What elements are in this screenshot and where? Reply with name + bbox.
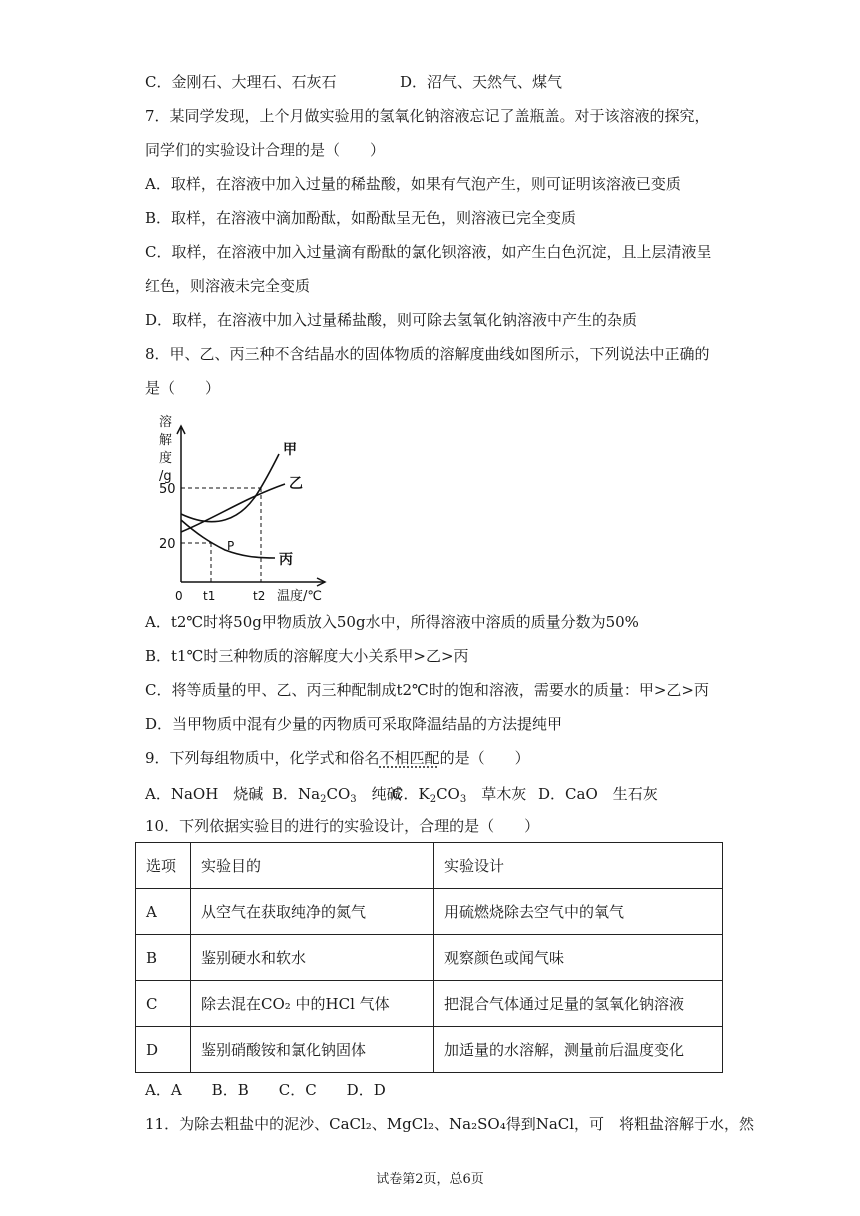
q6-option-d: D．沼气、天然气、煤气	[400, 73, 563, 91]
row-purpose: 除去混在CO₂ 中的HCl 气体	[191, 981, 434, 1027]
q9-b-mid: CO	[326, 785, 351, 803]
svg-text:/g: /g	[159, 469, 172, 484]
q10-stem: 10．下列依据实验目的进行的实验设计，合理的是（ ）	[145, 817, 540, 835]
header-option: 选项	[136, 843, 191, 889]
q7-option-b: B．取样，在溶液中滴加酚酞，如酚酞呈无色，则溶液已完全变质	[145, 209, 577, 227]
q7-option-a: A．取样，在溶液中加入过量的稀盐酸，如果有气泡产生，则可证明该溶液已变质	[145, 175, 681, 193]
row-design: 把混合气体通过足量的氢氧化钠溶液	[434, 981, 723, 1027]
q7-option-c-line2: 红色，则溶液未完全变质	[145, 277, 311, 295]
q8-option-b: B．t1℃时三种物质的溶解度大小关系甲>乙>丙	[145, 647, 469, 665]
series-label-jia: 甲	[283, 442, 297, 458]
header-design: 实验设计	[434, 843, 723, 889]
row-purpose: 从空气在获取纯净的氮气	[191, 889, 434, 935]
q8-option-c: C．将等质量的甲、乙、丙三种配制成t2℃时的饱和溶液，需要水的质量：甲>乙>丙	[145, 681, 709, 699]
point-label: P	[227, 539, 235, 553]
q9-b-sub2: 3	[350, 794, 357, 805]
q8-option-a: A．t2℃时将50g甲物质放入50g水中，所得溶液中溶质的质量分数为50%	[145, 613, 639, 631]
row-purpose: 鉴别硬水和软水	[191, 935, 434, 981]
row-design: 用硫燃烧除去空气中的氧气	[434, 889, 723, 935]
svg-text:溶: 溶	[159, 415, 173, 430]
solubility-chart	[145, 410, 345, 610]
q9-option-a: A．NaOH 烧碱	[145, 785, 264, 803]
row-option: C	[136, 981, 191, 1027]
series-label-bing: 丙	[279, 552, 293, 568]
row-design: 观察颜色或闻气味	[434, 935, 723, 981]
q8-option-d: D．当甲物质中混有少量的丙物质可采取降温结晶的方法提纯甲	[145, 715, 563, 733]
q7-stem-line2: 同学们的实验设计合理的是（ ）	[145, 141, 386, 159]
header-purpose: 实验目的	[191, 843, 434, 889]
q9-option-c	[392, 784, 526, 810]
svg-text:度: 度	[159, 451, 173, 466]
row-purpose: 鉴别硝酸铵和氯化钠固体	[191, 1027, 434, 1073]
row-design: 加适量的水溶解，测量前后温度变化	[434, 1027, 723, 1073]
q9-c-sub2: 3	[459, 794, 467, 805]
xtick-t1: t1	[203, 589, 216, 603]
q11-stem: 11．为除去粗盐中的泥沙、CaCl₂、MgCl₂、Na₂SO₄得到NaCl，可 将粗盐溶解于水，然	[145, 1115, 755, 1133]
q7-stem-line1: 7．某同学发现，上个月做实验用的氢氧化钠溶液忘记了盖瓶盖。对于该溶液的探究，	[145, 107, 710, 125]
svg-text:解: 解	[159, 433, 173, 448]
q7-option-c-line1: C．取样，在溶液中加入过量滴有酚酞的氯化钡溶液，如产生白色沉淀，且上层清液呈	[145, 243, 712, 261]
page-footer: 试卷第2页，总6页	[376, 1172, 484, 1187]
q7-option-d: D．取样，在溶液中加入过量稀盐酸，则可除去氢氧化钠溶液中产生的杂质	[145, 311, 638, 329]
q9-b-sub1: 2	[320, 794, 327, 805]
q8-stem-line1: 8．甲、乙、丙三种不含结晶水的固体物质的溶解度曲线如图所示，下列说法中正确的	[145, 345, 710, 363]
q6-option-c: C．金刚石、大理石、石灰石	[145, 73, 337, 91]
table-row	[136, 981, 723, 1027]
row-option: B	[136, 935, 191, 981]
curve-yi	[181, 484, 285, 532]
series-label-yi: 乙	[289, 476, 303, 492]
q9-b-pre: B．Na	[272, 785, 321, 803]
origin-label: 0	[175, 589, 183, 603]
table-row	[136, 1027, 723, 1073]
q9-stem-emphasis: 不相匹配	[379, 749, 440, 767]
table-header-row	[136, 843, 723, 889]
q9-option-b	[272, 784, 402, 810]
q9-c-mid: CO	[436, 785, 460, 803]
table-row	[136, 889, 723, 935]
dashed-guides	[181, 488, 261, 582]
chart-axes	[177, 426, 325, 586]
q10-table	[135, 842, 723, 1073]
q9-c-sub1: 2	[429, 794, 437, 805]
x-axis-label: 温度/℃	[277, 589, 322, 604]
row-option: D	[136, 1027, 191, 1073]
ytick-50: 50	[159, 482, 176, 497]
ytick-20: 20	[159, 537, 176, 552]
xtick-t2: t2	[253, 589, 266, 603]
q9-c-pre: C．K	[392, 785, 430, 803]
row-option: A	[136, 889, 191, 935]
table-row	[136, 935, 723, 981]
q10-options: A．A B．B C．C D．D	[145, 1081, 386, 1099]
q9-stem	[145, 748, 530, 768]
q9-b-post: 纯碱	[356, 785, 402, 803]
q9-stem-post: 的是（ ）	[439, 749, 530, 767]
q8-stem-line2: 是（ ）	[145, 379, 221, 397]
q9-c-post: 草木灰	[466, 785, 527, 803]
q9-option-d: D．CaO 生石灰	[538, 785, 658, 803]
q9-stem-pre: 9．下列每组物质中，化学式和俗名	[145, 749, 380, 767]
y-axis-label	[159, 414, 172, 484]
